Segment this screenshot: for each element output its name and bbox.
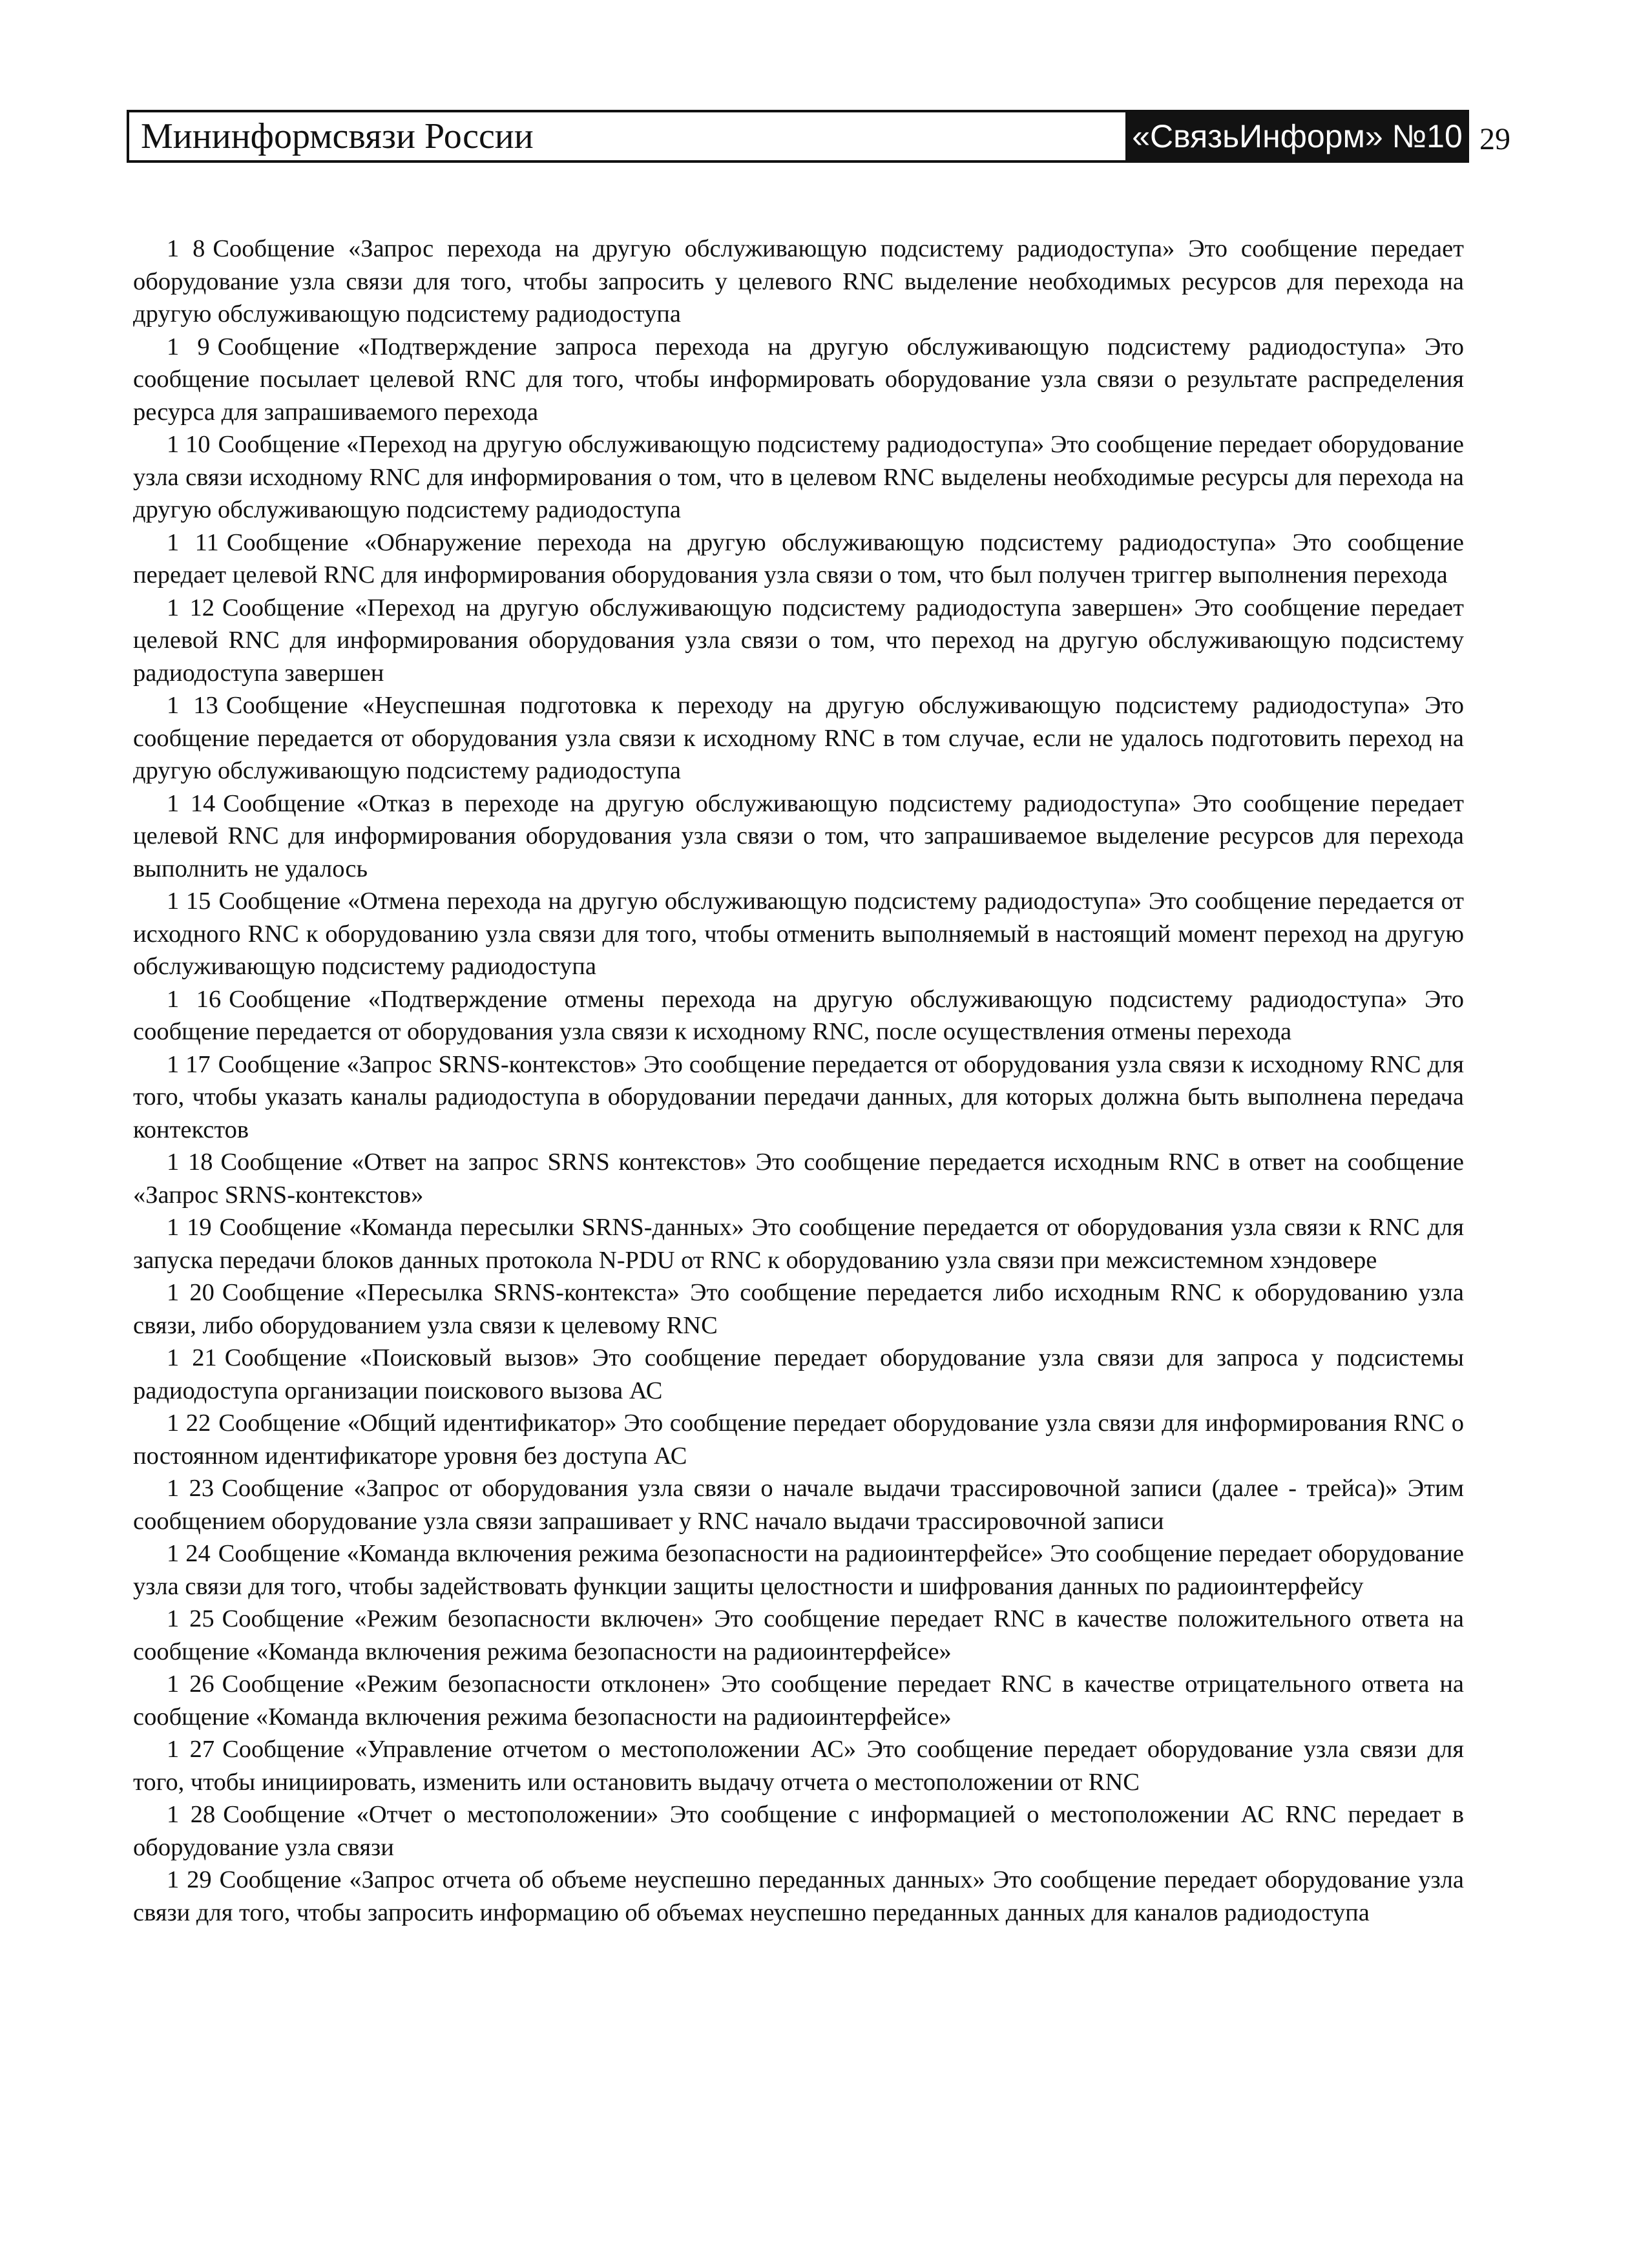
paragraph-text: Сообщение «Обнаружение перехода на другую обслуживающую подсистему радиодоступа» Это сообщение передает целевой RNC для информирования оборудования узла связи о том, что был получен триггер выполнения перехода <box>133 528 1464 588</box>
paragraph-1-8 <box>133 233 1464 331</box>
paragraph-text: Сообщение «Неуспешная подготовка к переходу на другую обслуживающую подсистему радиодоступа» Это сообщение передается от оборудования узла связи к исходному RNC в том случае, если не удалось подготовить переход на другую обслуживающую подсистему радиодоступа <box>133 692 1465 784</box>
header-ministry-title: Мининформсвязи России <box>129 112 1128 160</box>
paragraph-number: 1 9 <box>167 333 210 360</box>
paragraph-1-20 <box>133 1276 1464 1342</box>
paragraph-text: Сообщение «Команда включения режима безопасности на радиоинтерфейсе» Это сообщение передает оборудование узла связи для того, чтобы задействовать функции защиты целостности и шифрования данных по радиоинтерфейсу <box>133 1540 1464 1600</box>
paragraph-number: 1 23 <box>167 1475 214 1502</box>
paragraph-1-23 <box>133 1472 1464 1537</box>
paragraph-text: Сообщение «Команда пересылки SRNS-данных» Это сообщение передается от оборудования узла связи к RNC для запуска передачи блоков данных протокола N-PDU от RNC к оборудованию узла связи при межсистемном хэндовере <box>133 1214 1465 1274</box>
paragraph-text: Сообщение «Пересылка SRNS-контекста» Это сообщение передается либо исходным RNC к оборудованию узла связи, либо оборудованием узла связи к целевому RNC <box>133 1279 1465 1339</box>
paragraph-text: Сообщение «Общий идентификатор» Это сообщение передает оборудование узла связи для информирования RNC о постоянном идентификаторе уровня без доступа АС <box>133 1410 1464 1470</box>
paragraph-1-11 <box>133 526 1464 592</box>
paragraph-number: 1 26 <box>167 1670 214 1698</box>
header-journal-title: «СвязьИнформ» №10 <box>1128 112 1467 160</box>
paragraph-number: 1 22 <box>167 1410 211 1437</box>
paragraph-text: Сообщение «Ответ на запрос SRNS контекстов» Это сообщение передается исходным RNC в ответ на сообщение «Запрос SRNS-контекстов» <box>133 1149 1464 1209</box>
paragraph-1-22 <box>133 1407 1464 1472</box>
paragraph-text: Сообщение «Переход на другую обслуживающую подсистему радиодоступа» Это сообщение передает оборудование узла связи исходному RNC для информирования о том, что в целевом RNC выделены необходимые ресурсы для перехода на другую обслуживающую подсистему радиодоступа <box>133 431 1464 523</box>
paragraph-1-10 <box>133 428 1464 526</box>
paragraph-number: 1 11 <box>167 528 219 556</box>
paragraph-1-9 <box>133 331 1464 429</box>
paragraph-text: Сообщение «Управление отчетом о местоположении АС» Это сообщение передает оборудование узла связи для того, чтобы инициировать, изменить или остановить выдачу отчета о местоположении от RNC <box>133 1736 1465 1796</box>
paragraph-text: Сообщение «Запрос отчета об объеме неуспешно переданных данных» Это сообщение передает оборудование узла связи для того, чтобы запросить информацию об объемах неуспешно переданных данных для каналов радиодоступа <box>133 1866 1464 1926</box>
paragraph-1-25 <box>133 1603 1464 1668</box>
paragraph-text: Сообщение «Режим безопасности включен» Это сообщение передает RNC в качестве положительного ответа на сообщение «Команда включения режима безопасности на радиоинтерфейсе» <box>133 1605 1465 1665</box>
paragraph-number: 1 29 <box>167 1866 212 1893</box>
paragraph-text: Сообщение «Отчет о местоположении» Это сообщение с информацией о местоположении АС RNC передает в оборудование узла связи <box>133 1801 1465 1861</box>
paragraph-number: 1 10 <box>167 431 211 458</box>
paragraph-1-28 <box>133 1798 1464 1864</box>
paragraph-number: 1 15 <box>167 888 211 915</box>
paragraph-text: Сообщение «Подтверждение отмены перехода на другую обслуживающую подсистему радиодоступа» Это сообщение передается от оборудования узла связи к исходному RNC, после осуществления отмены перехода <box>133 985 1464 1045</box>
paragraph-1-26 <box>133 1668 1464 1733</box>
paragraph-number: 1 14 <box>167 789 216 817</box>
paragraph-1-16 <box>133 983 1464 1048</box>
paragraph-text: Сообщение «Отмена перехода на другую обслуживающую подсистему радиодоступа» Это сообщение передается от исходного RNC к оборудованию узла связи для того, чтобы отменить выполняемый в настоящий момент переход на другую обслуживающую подсистему радиодоступа <box>133 888 1465 980</box>
paragraph-number: 1 13 <box>167 692 218 719</box>
paragraph-text: Сообщение «Переход на другую обслуживающую подсистему радиодоступа завершен» Это сообщение передает целевой RNC для информирования оборудования узла связи о том, что переход на другую обслуживающую подсистему радиодоступа завершен <box>133 594 1464 687</box>
paragraph-1-18 <box>133 1146 1464 1211</box>
paragraph-number: 1 8 <box>167 235 205 262</box>
paragraph-1-29 <box>133 1864 1464 1929</box>
paragraph-number: 1 16 <box>167 985 222 1013</box>
paragraph-number: 1 20 <box>167 1279 214 1306</box>
page-number: 29 <box>1479 122 1510 156</box>
paragraph-number: 1 24 <box>167 1540 211 1567</box>
paragraph-text: Сообщение «Режим безопасности отклонен» Это сообщение передает RNC в качестве отрицательного ответа на сообщение «Команда включения режима безопасности на радиоинтерфейсе» <box>133 1670 1465 1731</box>
paragraph-number: 1 25 <box>167 1605 214 1632</box>
paragraph-1-19 <box>133 1211 1464 1276</box>
paragraph-text: Сообщение «Подтверждение запроса перехода на другую обслуживающую подсистему радиодоступа» Это сообщение посылает целевой RNC для того, чтобы информировать оборудование узла связи о результате распределения ресурса для запрашиваемого перехода <box>133 333 1465 426</box>
paragraph-1-21 <box>133 1342 1464 1407</box>
paragraph-1-14 <box>133 787 1464 886</box>
paragraph-number: 1 28 <box>167 1801 216 1828</box>
paragraph-1-24 <box>133 1537 1464 1603</box>
paragraph-text: Сообщение «Поисковый вызов» Это сообщение передает оборудование узла связи для запроса у подсистемы радиодоступа организации поискового вызова АС <box>133 1344 1464 1404</box>
paragraph-text: Сообщение «Запрос от оборудования узла связи о начале выдачи трассировочной записи (далее - трейса)» Этим сообщением оборудование узла связи запрашивает у RNC начало выдачи трассировочной записи <box>133 1475 1464 1535</box>
paragraph-number: 1 21 <box>167 1344 217 1371</box>
paragraph-1-17 <box>133 1048 1464 1147</box>
paragraph-text: Сообщение «Запрос перехода на другую обслуживающую подсистему радиодоступа» Это сообщение передает оборудование узла связи для того, чтобы запросить у целевого RNC выделение необходимых ресурсов для перехода на другую обслуживающую подсистему радиодоступа <box>133 235 1465 328</box>
paragraph-1-15 <box>133 885 1464 983</box>
page-header <box>127 110 1469 163</box>
paragraph-1-27 <box>133 1733 1464 1798</box>
paragraph-text: Сообщение «Запрос SRNS-контекстов» Это сообщение передается от оборудования узла связи к исходному RNC для того, чтобы указать каналы радиодоступа в оборудовании передачи данных, для которых должна быть выполнена передача контекстов <box>133 1050 1465 1143</box>
paragraph-number: 1 19 <box>167 1214 212 1241</box>
paragraph-1-13 <box>133 689 1464 787</box>
paragraph-1-12 <box>133 592 1464 690</box>
document-body <box>133 233 1464 1929</box>
paragraph-number: 1 17 <box>167 1050 211 1078</box>
paragraph-number: 1 18 <box>167 1149 213 1176</box>
paragraph-number: 1 12 <box>167 594 214 621</box>
paragraph-text: Сообщение «Отказ в переходе на другую обслуживающую подсистему радиодоступа» Это сообщение передает целевой RNC для информирования оборудования узла связи о том, что запрашиваемое выделение ресурсов для перехода выполнить не удалось <box>133 789 1465 882</box>
paragraph-number: 1 27 <box>167 1736 215 1763</box>
